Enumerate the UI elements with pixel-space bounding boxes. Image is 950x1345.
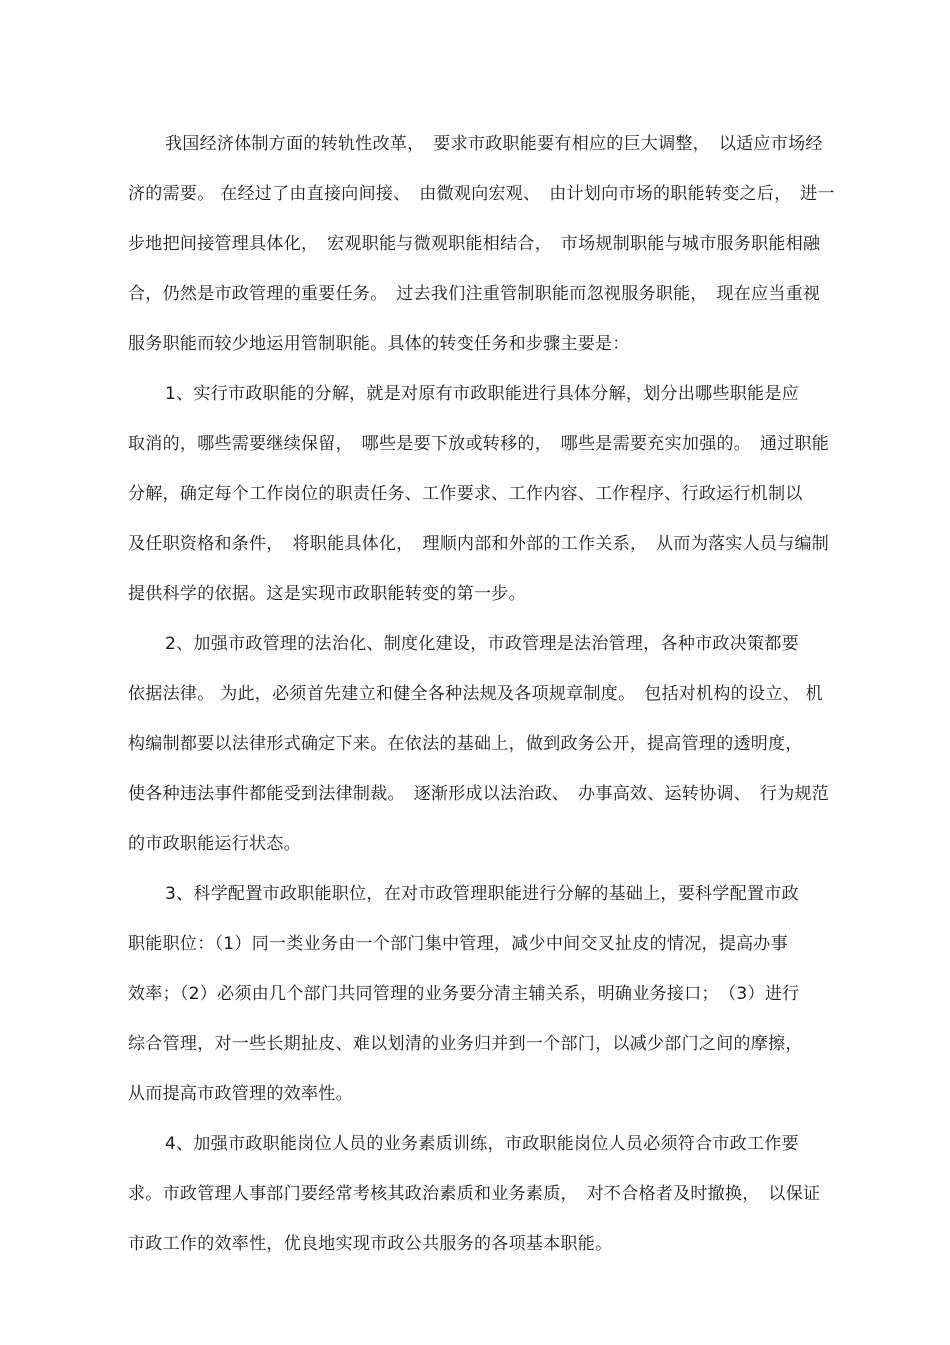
text-line: 综合管理，对一些长期扯皮、难以划清的业务归并到一个部门，以减少部门之间的摩擦， [128, 1034, 803, 1054]
text-line: 市政工作的效率性，优良地实现市政公共服务的各项基本职能。 [128, 1234, 613, 1254]
text-line: 效率；（2）必须由几个部门共同管理的业务要分清主辅关系，明确业务接口； （3）进行 [128, 984, 800, 1004]
text-line: 服务职能而较少地运用管制职能。具体的转变任务和步骤主要是： [128, 334, 630, 354]
text-line: 依据法律。 为此，必须首先建立和健全各种法规及各项规章制度。 包括对机构的设立、 机 [128, 684, 823, 704]
text-line: 合，仍然是市政管理的重要任务。 过去我们注重管制职能而忽视服务职能， 现在应当重视 [128, 284, 821, 304]
text-line: 济的需要。 在经过了由直接向间接、 由微观向宏观、 由计划向市场的职能转变之后， 进一 [128, 184, 835, 204]
text-line: 1、实行市政职能的分解，就是对原有市政职能进行具体分解，划分出哪些职能是应 [165, 384, 799, 404]
text-line: 步地把间接管理具体化， 宏观职能与微观职能相结合， 市场规制职能与城市服务职能相融 [128, 234, 821, 254]
text-line: 求。市政管理人事部门要经常考核其政治素质和业务素质， 对不合格者及时撤换， 以保证 [128, 1184, 821, 1204]
text-line: 构编制都要以法律形式确定下来。在依法的基础上，做到政务公开，提高管理的透明度， [128, 734, 803, 754]
text-line: 使各种违法事件都能受到法律制裁。 逐渐形成以法治政、 办事高效、运转协调、 行为规范 [128, 784, 830, 804]
text-line: 提供科学的依据。这是实现市政职能转变的第一步。 [128, 584, 526, 604]
text-line: 及任职资格和条件， 将职能具体化， 理顺内部和外部的工作关系， 从而为落实人员与编制 [128, 534, 830, 554]
text-line: 分解，确定每个工作岗位的职责任务、工作要求、工作内容、工作程序、行政运行机制以 [128, 484, 803, 504]
text-line: 2、加强市政管理的法治化、制度化建设，市政管理是法治管理，各种市政决策都要 [165, 634, 799, 654]
text-line: 4、加强市政职能岗位人员的业务素质训练，市政职能岗位人员必须符合市政工作要 [165, 1134, 799, 1154]
text-line: 的市政职能运行状态。 [128, 834, 301, 854]
text-line: 3、科学配置市政职能职位，在对市政管理职能进行分解的基础上，要科学配置市政 [165, 884, 799, 904]
text-line: 从而提高市政管理的效率性。 [128, 1084, 353, 1104]
text-line: 职能职位：（1）同一类业务由一个部门集中管理，减少中间交叉扯皮的情况，提高办事 [128, 934, 789, 954]
text-line: 我国经济体制方面的转轨性改革， 要求市政职能要有相应的巨大调整， 以适应市场经 [165, 134, 823, 154]
text-line: 取消的，哪些需要继续保留， 哪些是要下放或转移的， 哪些是需要充实加强的。 通过职能 [128, 434, 830, 454]
